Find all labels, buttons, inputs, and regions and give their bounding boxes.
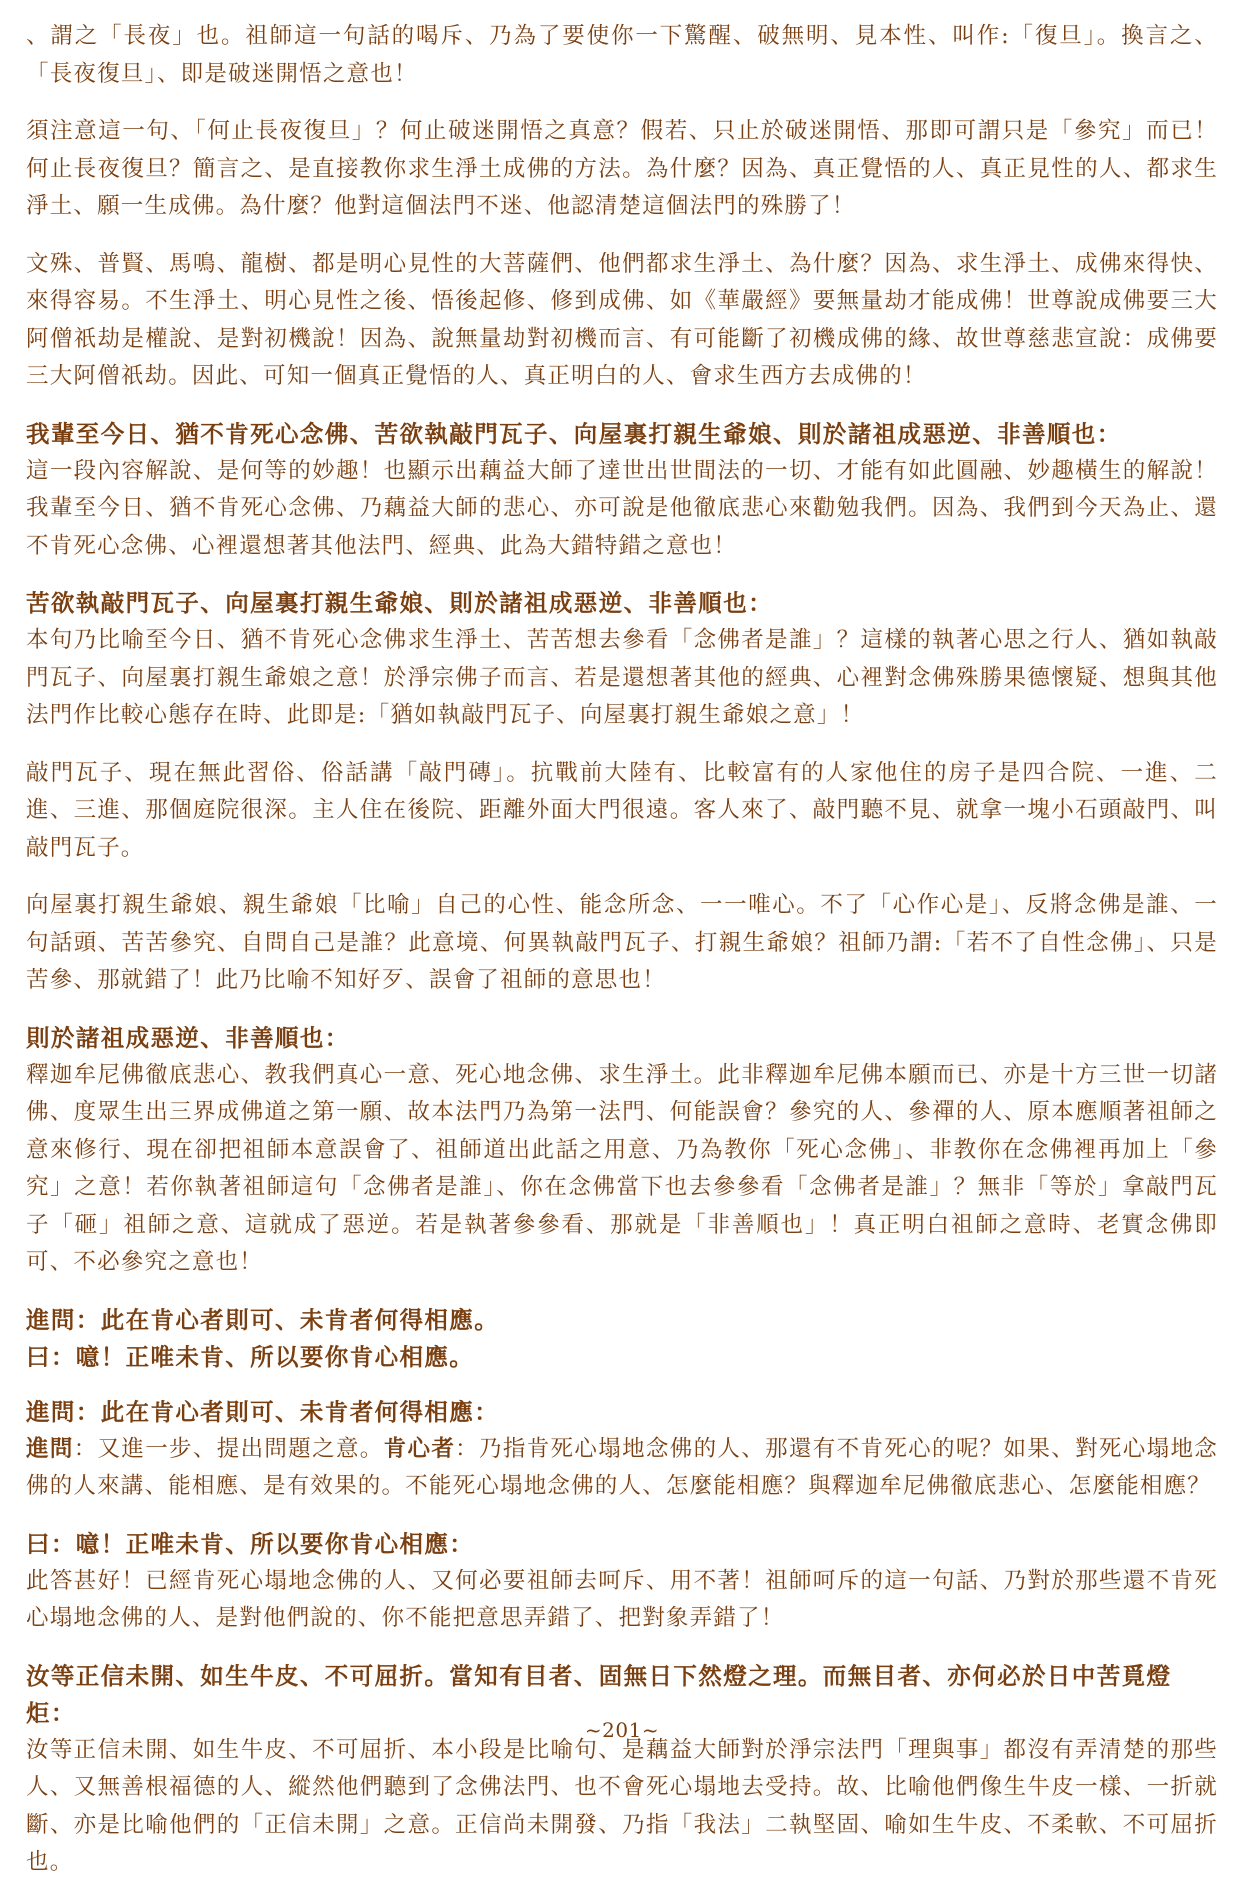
document-page xyxy=(26,18,1218,1875)
section xyxy=(26,1658,1218,1882)
section xyxy=(26,585,1218,735)
section-body: 汝等正信未開、如生牛皮、不可屈折、本小段是比喻句、是藕益大師對於淨宗法門「理與事」都沒有弄清楚的那些人、又無善根福德的人、縱然他們聽到了念佛法門、也不會死心塌地去受持。故、比喻他們像生牛皮一樣、一折就斷、亦是比喻他們的「正信未開」之意。正信尚未開發、乃指「我法」二執堅固、喻如生牛皮、不柔軟、不可屈折也。 xyxy=(26,1736,1218,1875)
paragraph: 文殊、普賢、馬鳴、龍樹、都是明心見性的大菩薩們、他們都求生淨土、為什麼？因為、求生淨土、成佛來得快、來得容易。不生淨土、明心見性之後、悟後起修、修到成佛、如《華嚴經》要無量劫才能成佛！世尊說成佛要三大阿僧祇劫是權說、是對初機說！因為、說無量劫對初機而言、有可能斷了初機成佛的緣、故世尊慈悲宣說：成佛要三大阿僧祇劫。因此、可知一個真正覺悟的人、真正明白的人、會求生西方去成佛的！ xyxy=(26,250,1218,389)
section-body: 此答甚好！已經肯死心塌地念佛的人、又何必要祖師去呵斥、用不著！祖師呵斥的這一句話、乃對於那些還不肯死心塌地念佛的人、是對他們說的、你不能把意思弄錯了、把對象弄錯了！ xyxy=(26,1567,1218,1631)
section-body xyxy=(26,1431,1218,1506)
page-number: ~201~ xyxy=(584,1718,660,1742)
answer-line: 曰：噫！正唯未肯、所以要你肯心相應。 xyxy=(26,1342,475,1371)
section-heading: 進問：此在肯心者則可、未肯者何得相應： xyxy=(26,1397,500,1426)
section-body: 本句乃比喻至今日、猶不肯死心念佛求生淨土、苦苦想去參看「念佛者是誰」？這樣的執著心思之行人、猶如執敲門瓦子、向屋裏打親生爺娘之意！於淨宗佛子而言、若是還想著其他的經典、心裡對念佛殊勝果德懷疑、想與其他法門作比較心態存在時、此即是:「猶如執敲門瓦子、向屋裏打親生爺娘之意」！ xyxy=(26,627,1218,728)
paragraph: 、謂之「長夜」也。祖師這一句話的喝斥、乃為了要使你一下驚醒、破無明、見本性、叫作:「復旦」。換言之、「長夜復旦」、即是破迷開悟之意也！ xyxy=(26,23,1218,87)
section-heading: 汝等正信未開、如生牛皮、不可屈折。當知有目者、固無日下然燈之理。而無目者、亦何必於日中苦覓燈炬： xyxy=(26,1661,1172,1727)
qa-quote xyxy=(26,1302,1218,1376)
section-body: 釋迦牟尼佛徹底悲心、教我們真心一意、死心地念佛、求生淨土。此非釋迦牟尼佛本願而已、亦是十方三世一切諸佛、度眾生出三界成佛道之第一願、故本法門乃為第一法門、何能誤會？參究的人、參禪的人、原本應順著祖師之意來修行、現在卻把祖師本意誤會了、祖師道出此話之用意、乃為教你「死心念佛」、非教你在念佛裡再加上「參究」之意！若你執著祖師這句「念佛者是誰」、你在念佛當下也去參參看「念佛者是誰」？無非「等於」拿敲門瓦子「砸」祖師之意、這就成了惡逆。若是執著參參看、那就是「非善順也」！真正明白祖師之意時、老實念佛即可、不必參究之意也！ xyxy=(26,1061,1218,1275)
paragraph: 須注意這一句、「何止長夜復旦」？何止破迷開悟之真意？假若、只止於破迷開悟、那即可謂只是「參究」而已！何止長夜復旦？簡言之、是直接教你求生淨土成佛的方法。為什麼？因為、真正覺悟的人、真正見性的人、都求生淨土、願一生成佛。為什麼？他對這個法門不迷、他認清楚這個法門的殊勝了！ xyxy=(26,118,1218,219)
term-text: ：乃指肯死心塌地念佛的人、那還有不肯死心的呢？如果、對死心塌地念佛的人來講、能相應、是有效果的。不能死心塌地念佛的人、怎麼能相應？與釋迦牟尼佛徹底悲心、怎麼能相應？ xyxy=(26,1435,1218,1499)
section xyxy=(26,1394,1218,1506)
paragraph: 向屋裏打親生爺娘、親生爺娘「比喻」自己的心性、能念所念、一一唯心。不了「心作心是」、反將念佛是誰、一句話頭、苦苦參究、自問自己是誰？此意境、何異執敲門瓦子、打親生爺娘？祖師乃謂:「若不了自性念佛」、只是苦參、那就錯了！此乃比喻不知好歹、誤會了祖師的意思也！ xyxy=(26,892,1218,993)
section-body: 這一段內容解說、是何等的妙趣！也顯示出藕益大師了達世出世間法的一切、才能有如此圓融、妙趣橫生的解說！我輩至今日、猶不肯死心念佛、乃藕益大師的悲心、亦可說是他徹底悲心來勸勉我們。因為、我們到今天為止、還不肯死心念佛、心裡還想著其他法門、經典、此為大錯特錯之意也！ xyxy=(26,457,1218,559)
section-heading: 則於諸祖成惡逆、非善順也： xyxy=(26,1023,350,1052)
section-heading: 我輩至今日、猶不肯死心念佛、苦欲執敲門瓦子、向屋裏打親生爺娘、則於諸祖成惡逆、非善順也： xyxy=(26,419,1122,448)
section xyxy=(26,416,1218,566)
term-label: 進問 xyxy=(26,1435,74,1462)
section xyxy=(26,1526,1218,1638)
section-heading: 苦欲執敲門瓦子、向屋裏打親生爺娘、則於諸祖成惡逆、非善順也： xyxy=(26,589,773,617)
term-label: 肯心者 xyxy=(383,1435,456,1462)
section xyxy=(26,1020,1218,1282)
section-heading: 曰：噫！正唯未肯、所以要你肯心相應： xyxy=(26,1529,475,1558)
question-line: 進問：此在肯心者則可、未肯者何得相應。 xyxy=(26,1305,500,1334)
paragraph: 敲門瓦子、現在無此習俗、俗話講「敲門磚」。抗戰前大陸有、比較富有的人家他住的房子是四合院、一進、二進、三進、那個庭院很深。主人住在後院、距離外面大門很遠。客人來了、敲門聽不見、就拿一塊小石頭敲門、叫敲門瓦子。 xyxy=(26,759,1218,861)
term-text: ：又進一步、提出問題之意。 xyxy=(73,1435,384,1462)
